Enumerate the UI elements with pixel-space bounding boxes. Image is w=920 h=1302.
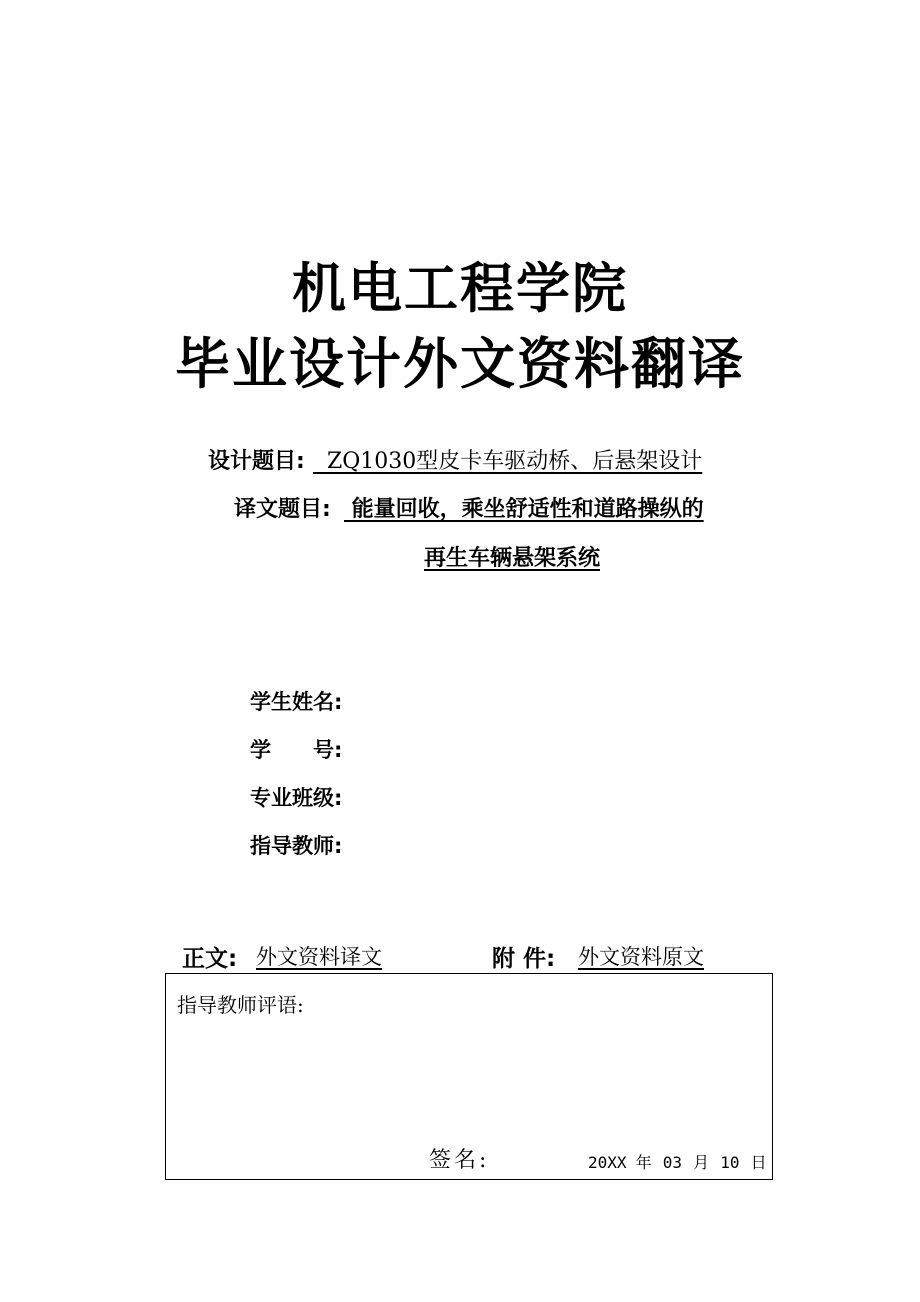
sign-date [588,1150,767,1173]
translation-topic-label: 译文题目: [234,497,331,522]
design-topic-label: 设计题目: [208,449,305,474]
main-text-label: 正文: [182,946,238,972]
date-day-unit: 日 [750,1153,767,1172]
translation-topic-value-line1: 能量回收，乘坐舒适性和道路操纵的 [344,497,704,522]
date-day: 10 [720,1153,740,1172]
document-title: 毕业设计外文资料翻译 [174,332,745,396]
advisor-comment-box [165,973,773,1180]
advisor-label: 指导教师: [250,834,343,858]
date-month: 03 [662,1153,682,1172]
main-text-value: 外文资料译文 [256,945,382,969]
major-class-label: 专业班级: [250,786,343,810]
attachment-label: 附 件: [492,946,556,972]
date-year-unit: 年 [635,1153,652,1172]
attachment-value: 外文资料原文 [578,945,704,969]
design-topic-value: ZQ1030型皮卡车驱动桥、后悬架设计 [313,449,703,474]
student-name-label: 学生姓名: [250,690,343,714]
signature-label: 签名: [429,1148,490,1173]
student-id-label: 学 号: [250,738,343,762]
college-title: 机电工程学院 [292,257,628,320]
advisor-comment-title: 指导教师评语: [177,993,304,1017]
translation-topic-value-line2: 再生车辆悬架系统 [424,546,601,571]
date-year: 20XX [588,1153,627,1172]
date-month-unit: 月 [693,1153,710,1172]
